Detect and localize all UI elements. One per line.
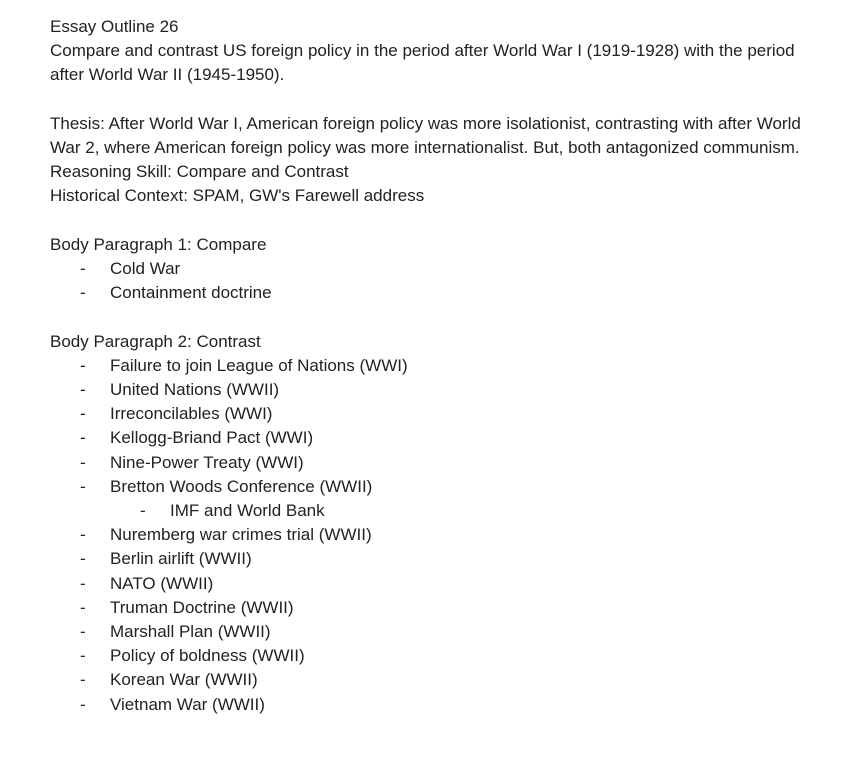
document-body <box>50 15 820 717</box>
dash-bullet: - <box>80 622 86 642</box>
dash-bullet: - <box>80 525 86 545</box>
list-item <box>50 523 820 547</box>
reasoning-skill: Reasoning Skill: Compare and Contrast <box>50 162 349 182</box>
dash-bullet: - <box>80 428 86 448</box>
list-item-text: NATO (WWII) <box>110 573 214 593</box>
list-item-text: United Nations (WWII) <box>110 380 280 399</box>
list-item-text: Truman Doctrine (WWII) <box>110 597 294 617</box>
dash-bullet: - <box>80 355 86 375</box>
list-item-text: Nuremberg war crimes trial (WWII) <box>110 525 372 545</box>
list-item <box>50 644 820 668</box>
list-item <box>50 547 820 571</box>
dash-bullet: - <box>80 670 86 690</box>
list-item <box>50 451 820 475</box>
dash-bullet: - <box>80 694 86 714</box>
list-item-text: Nine-Power Treaty (WWI) <box>110 452 304 472</box>
list-item-text: Policy of boldness (WWII) <box>110 646 305 666</box>
list-item-text: Bretton Woods Conference (WWII) <box>110 476 373 496</box>
dash-bullet: - <box>80 404 86 424</box>
dash-bullet: - <box>80 476 86 496</box>
list-item <box>50 693 820 717</box>
dash-bullet: - <box>80 283 86 303</box>
list-item <box>50 281 820 305</box>
blank-line <box>50 305 820 329</box>
dash-bullet: - <box>80 380 86 399</box>
essay-prompt: Compare and contrast US foreign policy in the period after World War I (1919-1928) with the period after World War II (1945-1950). <box>50 41 800 85</box>
historical-context: Historical Context: SPAM, GW's Farewell address <box>50 186 425 206</box>
nested-list <box>110 499 820 523</box>
nested-list-item <box>110 499 820 523</box>
list-item-text: Irreconcilables (WWI) <box>110 404 273 424</box>
document-title: Essay Outline 26 <box>50 17 179 36</box>
list-item-text: Vietnam War (WWII) <box>110 694 265 714</box>
list-item <box>50 354 820 378</box>
dash-bullet: - <box>80 259 86 278</box>
list-item-text: Cold War <box>110 259 181 278</box>
list-item <box>50 378 820 402</box>
list-item <box>50 257 820 281</box>
list-item-text: IMF and World Bank <box>170 501 325 521</box>
list-item <box>50 426 820 450</box>
list-item-text: Marshall Plan (WWII) <box>110 622 271 642</box>
blank-line <box>50 88 820 112</box>
list-item-text: Korean War (WWII) <box>110 670 258 690</box>
dash-bullet: - <box>140 501 146 521</box>
body-paragraph-2-list <box>50 354 820 717</box>
dash-bullet: - <box>80 452 86 472</box>
body-paragraph-1-heading: Body Paragraph 1: Compare <box>50 234 267 254</box>
thesis-statement: Thesis: After World War I, American foreign policy was more isolationist, contrasting with after World War 2, where American foreign policy was more internationalist. But, both antagonized communism. <box>50 113 806 157</box>
list-item <box>50 620 820 644</box>
list-item-text: Containment doctrine <box>110 283 272 303</box>
list-item <box>50 596 820 620</box>
dash-bullet: - <box>80 597 86 617</box>
list-item <box>50 668 820 692</box>
list-item-text: Failure to join League of Nations (WWI) <box>110 355 408 375</box>
list-item <box>50 402 820 426</box>
dash-bullet: - <box>80 646 86 666</box>
body-paragraph-2-heading: Body Paragraph 2: Contrast <box>50 331 261 351</box>
list-item <box>50 475 820 523</box>
list-item <box>50 572 820 596</box>
list-item-text: Berlin airlift (WWII) <box>110 549 252 569</box>
list-item-text: Kellogg-Briand Pact (WWI) <box>110 428 314 448</box>
dash-bullet: - <box>80 549 86 569</box>
blank-line <box>50 209 820 233</box>
dash-bullet: - <box>80 573 86 593</box>
body-paragraph-1-list <box>50 257 820 305</box>
